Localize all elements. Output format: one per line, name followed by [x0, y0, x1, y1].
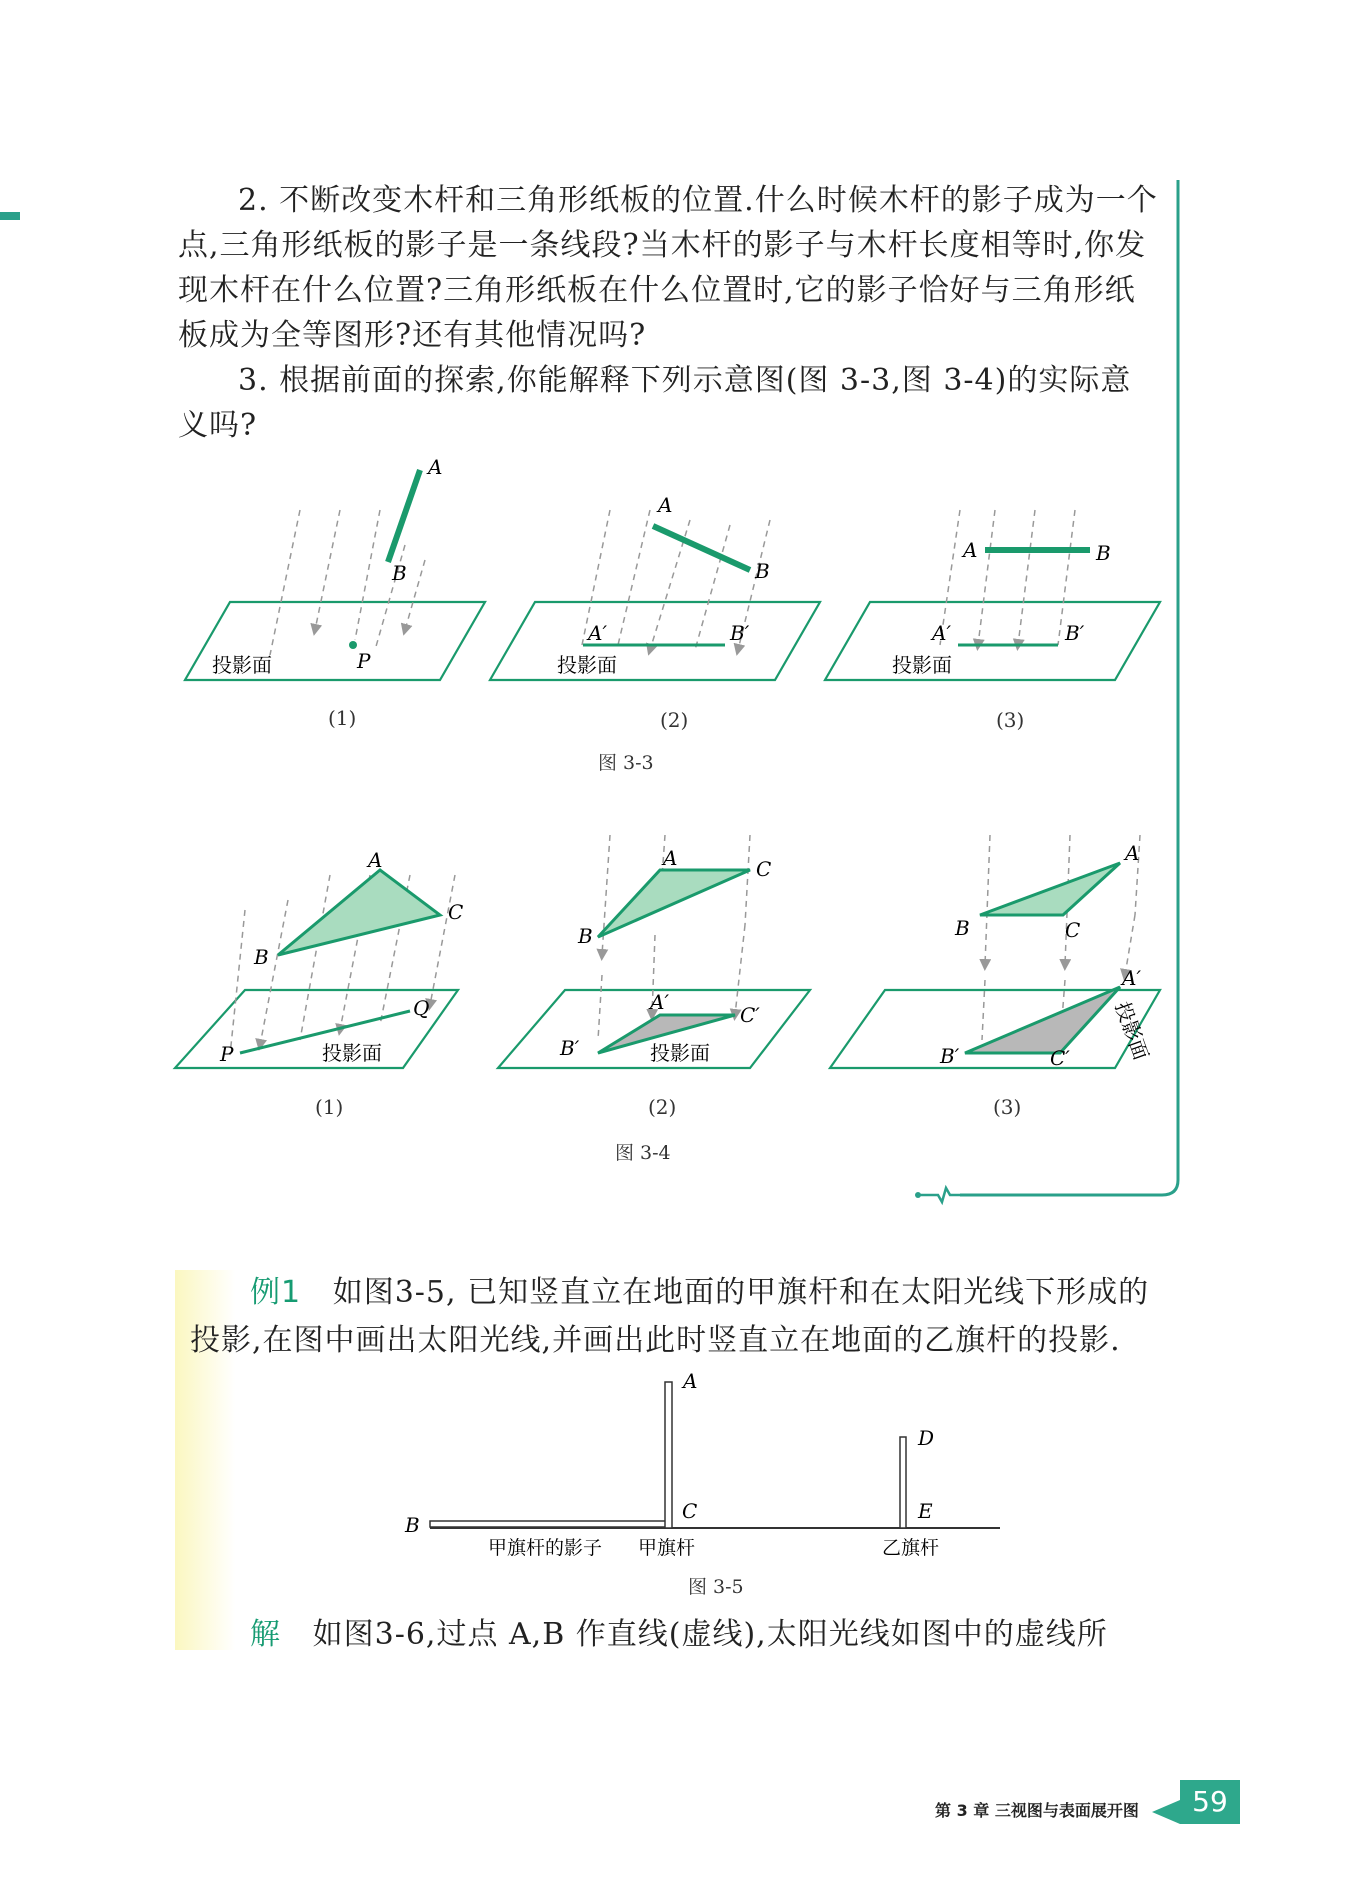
label-a: A	[663, 846, 678, 870]
light-ray	[260, 900, 288, 1045]
label-a: A	[368, 848, 383, 872]
label-c1: C′	[1050, 1046, 1070, 1070]
pole2-label: 乙旗杆	[882, 1537, 940, 1559]
label-b1: B′	[940, 1044, 960, 1068]
example-label: 例1	[250, 1275, 302, 1310]
light-ray	[1018, 510, 1035, 645]
solution-line	[250, 1612, 1108, 1657]
solution-label: 解	[250, 1617, 281, 1652]
light-ray	[230, 910, 245, 1055]
light-ray	[315, 510, 340, 630]
label-a: A	[428, 455, 443, 479]
figure-3-4	[170, 815, 1180, 1085]
label-b1: B′	[730, 621, 750, 645]
fig34-sub-1: (1)	[315, 1095, 344, 1119]
label-b: B	[405, 1513, 420, 1537]
projection-plane	[825, 602, 1160, 680]
fig34-panel-1	[175, 848, 463, 1068]
page-badge-tab	[1152, 1800, 1180, 1824]
solution-text: 如图3-6,过点 A,B 作直线(虚线),太阳光线如图中的虚线所	[312, 1617, 1108, 1652]
label-a1: A′	[932, 621, 951, 645]
fig33-sub-1: (1)	[328, 706, 357, 730]
plane-label: 投影面	[557, 653, 617, 677]
plane-label: 投影面	[212, 653, 272, 677]
plane-label: 投影面	[1110, 998, 1154, 1064]
fig33-sub-2: (2)	[660, 708, 689, 732]
label-a: A	[658, 493, 673, 517]
label-a: A	[683, 1370, 698, 1393]
pole-yi	[900, 1437, 906, 1528]
paragraph-3: 3. 根据前面的探索,你能解释下列示意图(图 3-3,图 3-4)的实际意义吗?	[178, 363, 1132, 443]
projection-plane	[490, 602, 820, 680]
triangle-abc	[278, 870, 440, 955]
light-ray	[695, 525, 730, 650]
label-a1: A′	[650, 990, 669, 1014]
label-p: P	[220, 1042, 234, 1066]
light-ray	[735, 925, 745, 1015]
plane-label: 投影面	[650, 1041, 710, 1065]
light-ray	[985, 835, 990, 965]
fig35-title: 图 3-5	[688, 1576, 744, 1598]
label-a: A	[963, 538, 978, 562]
label-b: B	[955, 916, 970, 940]
label-b: B	[755, 559, 770, 583]
fig34-title: 图 3-4	[615, 1142, 671, 1164]
fig33-panel-2	[490, 493, 820, 680]
example-text-1: 如图3-5, 已知竖直立在地面的甲旗杆和在太阳光线下形成的	[332, 1275, 1150, 1310]
light-ray	[270, 510, 300, 655]
label-b: B	[392, 561, 407, 585]
light-ray	[300, 875, 330, 1040]
label-a1: A′	[588, 621, 607, 645]
shadow-label: 甲旗杆的影子	[488, 1537, 603, 1559]
label-c: C	[682, 1499, 698, 1523]
light-ray	[745, 835, 750, 925]
fig33-panel-3	[825, 510, 1160, 680]
label-c1: C′	[740, 1003, 760, 1027]
fig33-sub-3: (3)	[996, 708, 1025, 732]
margin-marker	[0, 212, 20, 220]
light-ray	[618, 510, 650, 645]
example-line-1	[250, 1270, 1149, 1315]
label-a: A	[1125, 841, 1140, 865]
rod-ab	[653, 526, 750, 570]
page-number: 59	[1180, 1780, 1240, 1824]
plane-label: 投影面	[322, 1041, 382, 1065]
projection-plane	[830, 990, 1160, 1068]
fig34-panel-2	[498, 835, 810, 1068]
label-b: B	[254, 945, 269, 969]
triangle-abc	[980, 863, 1120, 915]
fig33-title: 图 3-3	[598, 752, 654, 774]
light-ray	[405, 560, 425, 630]
light-ray	[978, 510, 995, 645]
paragraph-2: 2. 不断改变木杆和三角形纸板的位置.什么时候木杆的影子成为一个点,三角形纸板的影子是一条线段?当木杆的影子与木杆长度相等时,你发现木杆在什么位置?三角形纸板在什么位置时,它的影子恰好与三角形纸板成为全等图形?还有其他情况吗?	[178, 183, 1158, 353]
label-a1: A′	[1122, 966, 1141, 990]
light-ray	[602, 835, 610, 955]
label-c: C	[1065, 918, 1081, 942]
figure-3-3	[170, 450, 1180, 720]
plane-label: 投影面	[892, 653, 952, 677]
light-ray	[598, 975, 602, 1040]
point-p	[349, 641, 357, 649]
label-e: E	[918, 1499, 933, 1523]
pole1-label: 甲旗杆	[638, 1537, 696, 1559]
triangle-abc	[598, 870, 750, 937]
triangle-a1b1c1	[965, 987, 1120, 1053]
light-ray	[355, 510, 380, 640]
fig34-panel-3	[830, 835, 1160, 1070]
label-b1: B′	[560, 1036, 580, 1060]
shadow-bc	[430, 1521, 666, 1527]
label-q: Q	[413, 996, 430, 1020]
fig34-sub-2: (2)	[648, 1095, 677, 1119]
figure-3-5	[400, 1370, 1020, 1560]
label-c: C	[448, 900, 464, 924]
chapter-footer: 第 3 章 三视图与表面展开图	[935, 1801, 1139, 1820]
fig34-sub-3: (3)	[993, 1095, 1022, 1119]
example-line-2: 投影,在图中画出太阳光线,并画出此时竖直立在地面的乙旗杆的投影.	[190, 1323, 1121, 1358]
label-b: B	[578, 924, 593, 948]
pole-jia	[665, 1382, 672, 1528]
label-d: D	[918, 1426, 935, 1450]
light-ray	[430, 875, 455, 1005]
label-b: B	[1096, 541, 1111, 565]
fig33-panel-1	[185, 455, 485, 680]
label-c: C	[756, 857, 772, 881]
label-p: P	[357, 649, 371, 673]
label-b1: B′	[1065, 621, 1085, 645]
